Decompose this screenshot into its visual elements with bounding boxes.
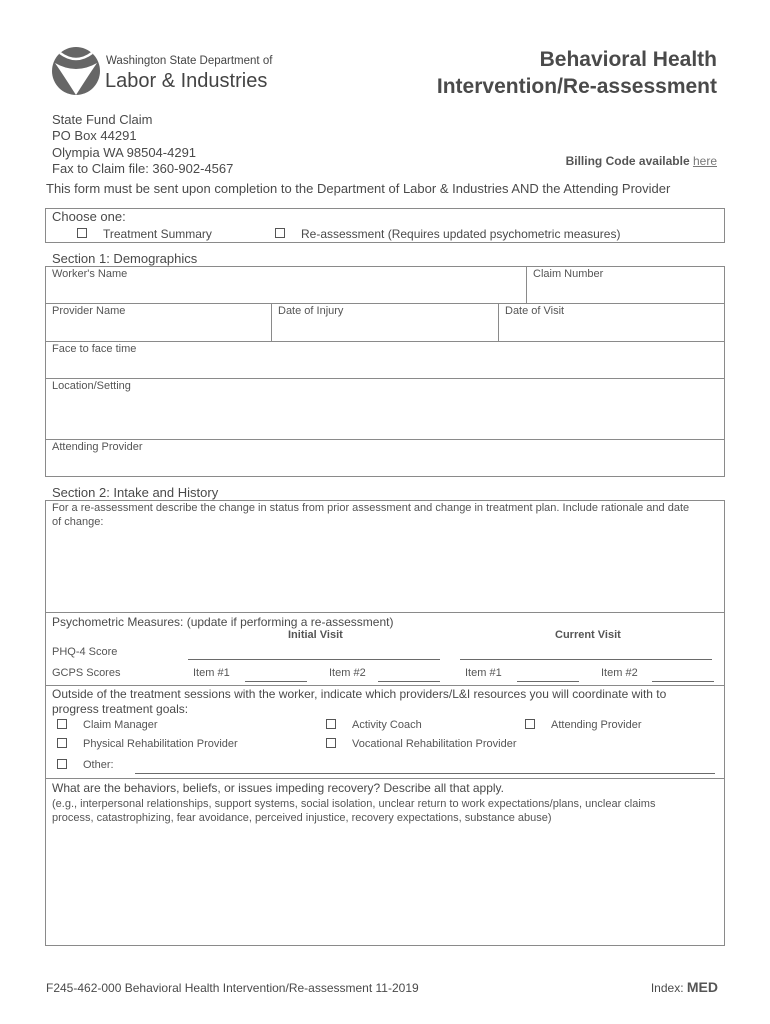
current-visit-header: Current Visit — [555, 629, 621, 641]
reassessment-label: Re-assessment (Requires updated psychometric measures) — [301, 227, 621, 241]
billing-code — [566, 154, 717, 168]
agency-logo — [50, 45, 102, 97]
section1-heading: Section 1: Demographics — [52, 251, 198, 266]
physical-rehab-label: Physical Rehabilitation Provider — [83, 738, 238, 750]
claim-manager-label: Claim Manager — [83, 719, 158, 731]
date-of-injury-field[interactable]: Date of Injury — [278, 305, 344, 317]
gcps-current-item2-label: Item #2 — [601, 667, 638, 679]
gcps-initial-item1-line[interactable] — [245, 681, 307, 682]
instruction-text: This form must be sent upon completion to the Department of Labor & Industries AND the Attending Provider — [46, 181, 671, 196]
barriers-area[interactable] — [46, 828, 724, 944]
reassessment-note-line1: For a re-assessment describe the change in status from prior assessment and change in treatment plan. Include rationale and date — [52, 502, 690, 514]
location-setting-field[interactable]: Location/Setting — [52, 380, 131, 392]
other-checkbox[interactable] — [57, 759, 67, 769]
agency-name-line1: Washington State Department of — [106, 55, 273, 67]
initial-visit-header: Initial Visit — [288, 629, 343, 641]
gcps-initial-item1-label: Item #1 — [193, 667, 230, 679]
agency-logo-icon — [50, 45, 102, 97]
claim-number-field[interactable]: Claim Number — [533, 268, 604, 280]
form-title-line2: Intervention/Re-assessment — [436, 75, 717, 98]
address-line1: State Fund Claim — [52, 112, 153, 127]
activity-coach-label: Activity Coach — [352, 719, 422, 731]
face-time-field[interactable]: Face to face time — [52, 343, 137, 355]
gcps-label: GCPS Scores — [52, 667, 121, 679]
gcps-initial-item2-label: Item #2 — [329, 667, 366, 679]
activity-coach-checkbox[interactable] — [326, 719, 336, 729]
physical-rehab-checkbox[interactable] — [57, 738, 67, 748]
coordinate-question-line2: progress treatment goals: — [52, 702, 189, 716]
provider-name-field[interactable]: Provider Name — [52, 305, 126, 317]
form-id: F245-462-000 Behavioral Health Intervention/Re-assessment 11-2019 — [46, 981, 419, 995]
claim-manager-checkbox[interactable] — [57, 719, 67, 729]
barriers-examples-line2: process, catastrophizing, fear avoidance, perceived injustice, recovery expectations, substance abuse) — [52, 812, 552, 824]
treatment-summary-label: Treatment Summary — [103, 227, 212, 241]
attending-provider-label: Attending Provider — [551, 719, 642, 731]
vocational-rehab-label: Vocational Rehabilitation Provider — [352, 738, 517, 750]
vocational-rehab-checkbox[interactable] — [326, 738, 336, 748]
treatment-summary-checkbox[interactable] — [77, 228, 87, 238]
barriers-examples-line1: (e.g., interpersonal relationships, support systems, social isolation, unclear return to work expectations/plans, unclear claims — [52, 798, 656, 810]
reassessment-note-area[interactable] — [46, 532, 724, 610]
section2-heading: Section 2: Intake and History — [52, 485, 219, 500]
gcps-initial-item2-line[interactable] — [378, 681, 440, 682]
choose-one-heading: Choose one: — [52, 209, 126, 224]
billing-code-link[interactable]: here — [692, 154, 717, 168]
other-label: Other: — [83, 759, 114, 771]
reassessment-note-line2: of change: — [52, 516, 104, 528]
coordinate-question-line1: Outside of the treatment sessions with the worker, indicate which providers/L&I resources you will coordinate with to — [52, 687, 667, 701]
index-label: Index: — [650, 981, 687, 995]
address-line2: PO Box 44291 — [52, 128, 137, 143]
form-index — [651, 979, 718, 995]
agency-name-line2: Labor & Industries — [105, 70, 268, 92]
psychometric-heading: Psychometric Measures: (update if performing a re-assessment) — [52, 615, 394, 629]
phq4-initial-line[interactable] — [188, 659, 440, 660]
attending-provider-checkbox[interactable] — [525, 719, 535, 729]
phq4-current-line[interactable] — [460, 659, 712, 660]
reassessment-checkbox[interactable] — [275, 228, 285, 238]
attending-provider-field[interactable]: Attending Provider — [52, 441, 143, 453]
billing-code-text: Billing Code available — [565, 154, 693, 168]
barriers-question: What are the behaviors, beliefs, or issues impeding recovery? Describe all that apply. — [52, 781, 504, 795]
workers-name-field[interactable]: Worker's Name — [52, 268, 128, 280]
gcps-current-item1-line[interactable] — [517, 681, 579, 682]
address-line4: Fax to Claim file: 360-902-4567 — [52, 161, 234, 176]
date-of-visit-field[interactable]: Date of Visit — [505, 305, 565, 317]
demographics-box — [45, 266, 725, 477]
address-line3: Olympia WA 98504-4291 — [52, 145, 197, 160]
other-line[interactable] — [135, 773, 715, 774]
form-title-line1: Behavioral Health — [539, 48, 717, 71]
gcps-current-item1-label: Item #1 — [465, 667, 502, 679]
phq4-label: PHQ-4 Score — [52, 646, 118, 658]
gcps-current-item2-line[interactable] — [652, 681, 714, 682]
index-value: MED — [686, 979, 718, 995]
